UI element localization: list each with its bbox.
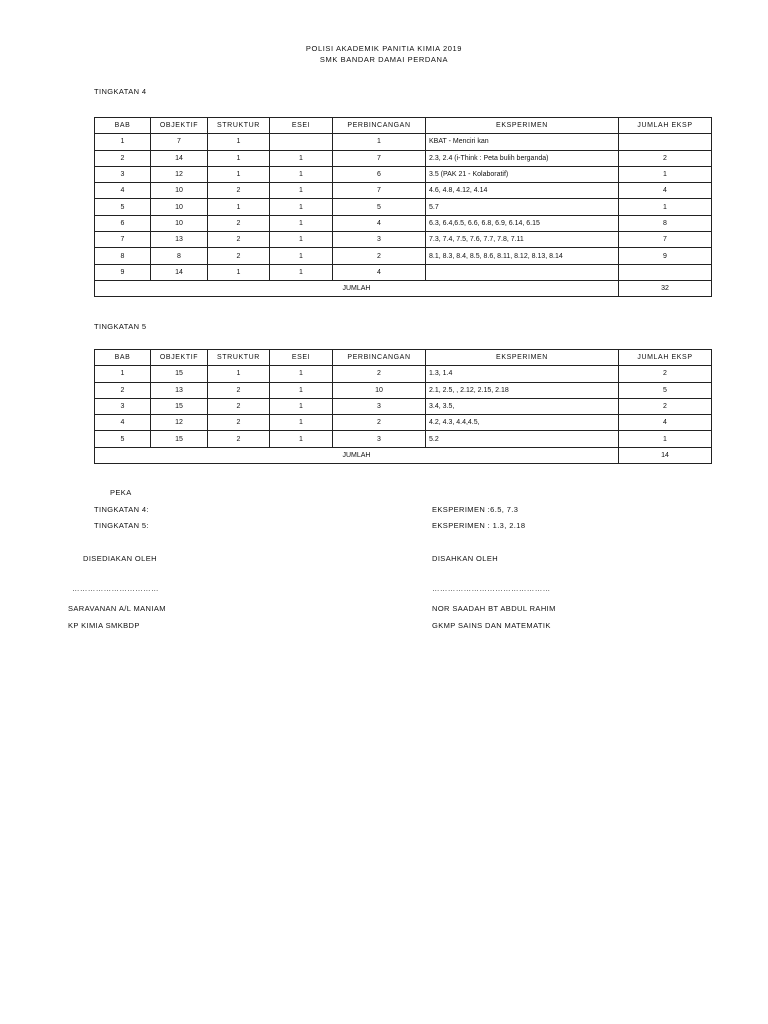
table-cell: 8 (95, 248, 151, 264)
table-cell: 2 (208, 248, 270, 264)
table-cell: 3 (95, 398, 151, 414)
peka-t5-label: TINGKATAN 5: (94, 521, 149, 530)
table-row (95, 199, 712, 215)
table-cell: 4.6, 4.8, 4.12, 4.14 (426, 183, 619, 199)
prepared-position: KP KIMIA SMKBDP (68, 621, 140, 630)
table-cell: 1 (270, 366, 333, 382)
tingkatan-5-label: TINGKATAN 5 (94, 322, 147, 331)
table-cell: 10 (151, 215, 208, 231)
table-cell: 5.7 (426, 199, 619, 215)
column-header: STRUKTUR (208, 350, 270, 366)
column-header: ESEI (270, 350, 333, 366)
column-header: EKSPERIMEN (426, 118, 619, 134)
table-cell: 2 (208, 431, 270, 447)
table-row (95, 166, 712, 182)
table-cell: 2 (619, 398, 712, 414)
table-cell: 5 (95, 199, 151, 215)
peka-t5-value: EKSPERIMEN : 1.3, 2.18 (432, 521, 526, 530)
table-row (95, 248, 712, 264)
total-label: JUMLAH (95, 447, 619, 463)
table-cell: 1 (270, 150, 333, 166)
table-cell: 9 (95, 264, 151, 280)
approved-by-label: DISAHKAN OLEH (432, 554, 499, 563)
table-cell: 3 (333, 232, 426, 248)
column-header: JUMLAH EKSP (619, 350, 712, 366)
table-row (95, 366, 712, 382)
table-cell: 7 (95, 232, 151, 248)
table-cell: 2 (208, 215, 270, 231)
column-header: STRUKTUR (208, 118, 270, 134)
column-header: ESEI (270, 118, 333, 134)
approved-position: GKMP SAINS DAN MATEMATIK (432, 621, 551, 630)
table-cell: 2.3, 2.4 (i-Think : Peta bulih berganda) (426, 150, 619, 166)
table-cell: KBAT - Menciri kan (426, 134, 619, 150)
peka-title: PEKA (110, 488, 132, 497)
table-cell: 9 (619, 248, 712, 264)
table-cell: 4 (619, 183, 712, 199)
table-cell: 1 (270, 166, 333, 182)
table-cell: 7 (151, 134, 208, 150)
table-row (95, 183, 712, 199)
approved-signature-line: ……………………………………… (432, 584, 551, 593)
table-cell: 10 (151, 199, 208, 215)
tingkatan-4-table (94, 117, 712, 297)
table-cell: 7 (333, 150, 426, 166)
table-cell: 3 (333, 398, 426, 414)
table-cell: 1 (333, 134, 426, 150)
table-cell: 6 (95, 215, 151, 231)
table-cell: 2.1, 2.5, , 2.12, 2.15, 2.18 (426, 382, 619, 398)
column-header: BAB (95, 350, 151, 366)
table-cell: 1 (270, 215, 333, 231)
tingkatan-5-table (94, 349, 712, 464)
table-row (95, 415, 712, 431)
table-cell: 12 (151, 415, 208, 431)
table-cell: 3 (333, 431, 426, 447)
table-cell: 1 (208, 366, 270, 382)
table-cell (619, 264, 712, 280)
table-cell (426, 264, 619, 280)
table-cell: 13 (151, 382, 208, 398)
table-cell: 1 (270, 431, 333, 447)
column-header: BAB (95, 118, 151, 134)
table-cell: 1 (619, 431, 712, 447)
table-cell: 7.3, 7.4, 7.5, 7.6, 7.7, 7.8, 7.11 (426, 232, 619, 248)
table-cell: 2 (333, 366, 426, 382)
table-row (95, 398, 712, 414)
total-row (95, 280, 712, 296)
table-cell: 3.4, 3.5, (426, 398, 619, 414)
table-cell: 2 (95, 150, 151, 166)
table-cell: 6 (333, 166, 426, 182)
table-cell: 5 (95, 431, 151, 447)
table-cell: 1 (208, 264, 270, 280)
table-cell: 4 (333, 264, 426, 280)
table-cell: 5.2 (426, 431, 619, 447)
table-cell: 2 (95, 382, 151, 398)
table-row (95, 232, 712, 248)
table-cell: 2 (208, 382, 270, 398)
table-row (95, 150, 712, 166)
table-row (95, 431, 712, 447)
prepared-by-label: DISEDIAKAN OLEH (83, 554, 157, 563)
table-cell: 6.3, 6.4,6.5, 6.6, 6.8, 6.9, 6.14, 6.15 (426, 215, 619, 231)
peka-t4-label: TINGKATAN 4: (94, 505, 149, 514)
table-row (95, 215, 712, 231)
column-header: JUMLAH EKSP (619, 118, 712, 134)
table-cell: 1 (270, 183, 333, 199)
prepared-signature-line: …………………………… (72, 584, 159, 593)
table-cell: 1 (95, 366, 151, 382)
table-cell: 10 (151, 183, 208, 199)
table-cell: 12 (151, 166, 208, 182)
table-cell: 4.2, 4.3, 4.4,4.5, (426, 415, 619, 431)
table-cell: 4 (95, 183, 151, 199)
column-header: PERBINCANGAN (333, 118, 426, 134)
table-cell: 14 (151, 150, 208, 166)
table-cell: 1 (208, 199, 270, 215)
table-cell (270, 134, 333, 150)
table-cell: 2 (619, 150, 712, 166)
peka-t4-value: EKSPERIMEN :6.5, 7.3 (432, 505, 519, 514)
column-header: PERBINCANGAN (333, 350, 426, 366)
table-cell: 1 (270, 248, 333, 264)
table-cell: 1 (270, 415, 333, 431)
table-cell: 1.3, 1.4 (426, 366, 619, 382)
table-cell: 4 (95, 415, 151, 431)
table-row (95, 382, 712, 398)
table-header-row (95, 350, 712, 366)
table-cell: 2 (619, 366, 712, 382)
table-cell: 7 (619, 232, 712, 248)
table-cell: 8 (619, 215, 712, 231)
table-cell: 7 (333, 183, 426, 199)
total-value: 14 (619, 447, 712, 463)
total-value: 32 (619, 280, 712, 296)
total-label: JUMLAH (95, 280, 619, 296)
approved-name: NOR SAADAH BT ABDUL RAHIM (432, 604, 556, 613)
table-cell: 2 (208, 415, 270, 431)
table-cell (619, 134, 712, 150)
total-row (95, 447, 712, 463)
table-cell: 10 (333, 382, 426, 398)
table-cell: 2 (208, 183, 270, 199)
table-cell: 14 (151, 264, 208, 280)
table-cell: 4 (333, 215, 426, 231)
column-header: EKSPERIMEN (426, 350, 619, 366)
table-cell: 2 (208, 398, 270, 414)
table-cell: 1 (208, 166, 270, 182)
column-header: OBJEKTIF (151, 118, 208, 134)
table-cell: 3.5 (PAK 21 - Kolaboratif) (426, 166, 619, 182)
table-cell: 15 (151, 431, 208, 447)
table-cell: 13 (151, 232, 208, 248)
table-cell: 1 (270, 398, 333, 414)
table-cell: 5 (333, 199, 426, 215)
tingkatan-4-label: TINGKATAN 4 (94, 87, 147, 96)
table-cell: 2 (333, 248, 426, 264)
prepared-name: SARAVANAN A/L MANIAM (68, 604, 166, 613)
table-cell: 1 (619, 166, 712, 182)
table-cell: 2 (208, 232, 270, 248)
table-cell: 1 (270, 232, 333, 248)
table-cell: 5 (619, 382, 712, 398)
table-cell: 1 (270, 199, 333, 215)
table-cell: 1 (270, 382, 333, 398)
table-row (95, 134, 712, 150)
table-cell: 8.1, 8.3, 8.4, 8.5, 8.6, 8.11, 8.12, 8.13, 8.14 (426, 248, 619, 264)
table-cell: 8 (151, 248, 208, 264)
table-cell: 2 (333, 415, 426, 431)
table-cell: 1 (619, 199, 712, 215)
table-cell: 1 (270, 264, 333, 280)
table-cell: 4 (619, 415, 712, 431)
column-header: OBJEKTIF (151, 350, 208, 366)
table-cell: 1 (95, 134, 151, 150)
table-header-row (95, 118, 712, 134)
table-cell: 1 (208, 134, 270, 150)
table-cell: 1 (208, 150, 270, 166)
table-cell: 3 (95, 166, 151, 182)
table-row (95, 264, 712, 280)
document-title: POLISI AKADEMIK PANITIA KIMIA 2019 (305, 44, 463, 53)
table-cell: 15 (151, 366, 208, 382)
table-cell: 15 (151, 398, 208, 414)
school-name: SMK BANDAR DAMAI PERDANA (319, 55, 449, 64)
